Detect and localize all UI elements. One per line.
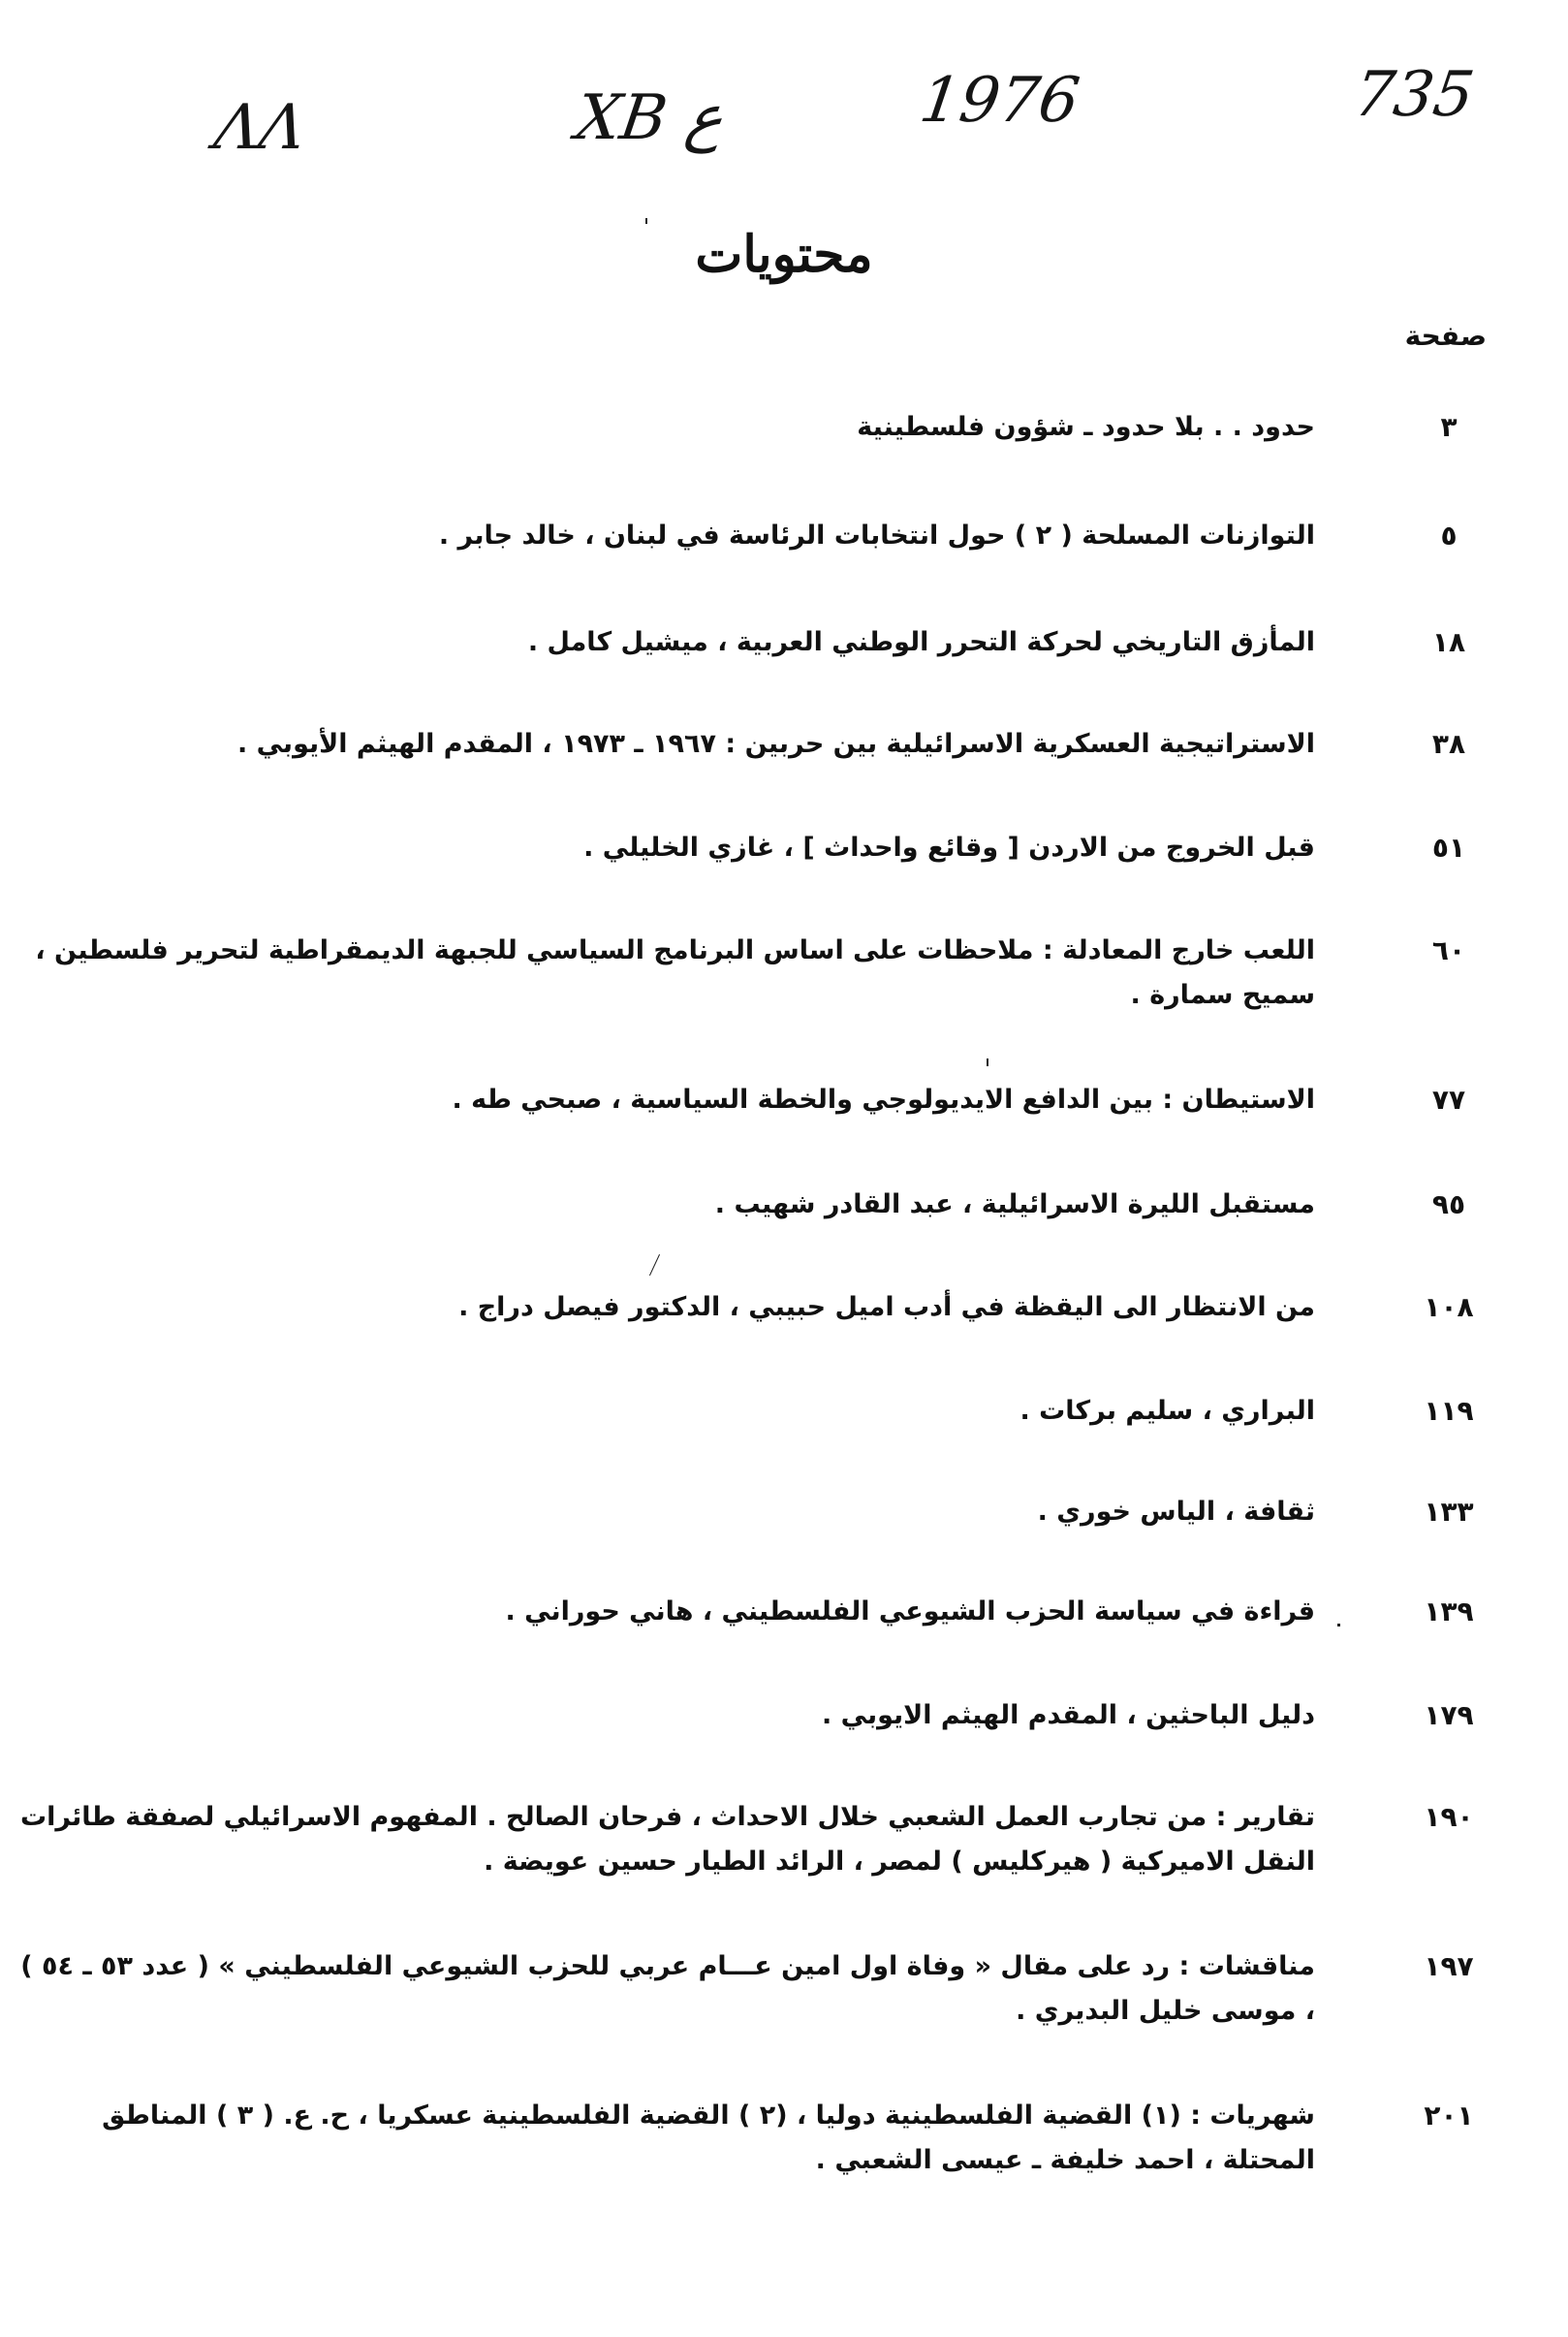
toc-entry-text: اللعب خارج المعادلة : ملاحظات على اساس البرنامج السياسي للجبهة الديمقراطية لتحرير فلسطين ، سميح سمارة . <box>35 935 1315 1010</box>
scan-speck <box>1337 1624 1340 1626</box>
toc-page-number: ١٣٩ <box>1424 1595 1474 1627</box>
toc-entry-text: دليل الباحثين ، المقدم الهيثم الايوبي . <box>821 1700 1315 1730</box>
toc-entry-text: الاستيطان : بين الدافع الايديولوجي والخطة السياسية ، صبحي طه . <box>452 1085 1315 1115</box>
toc-page-number: ٧٧ <box>1431 1084 1466 1116</box>
toc-page-number: ١٨ <box>1431 626 1466 658</box>
toc-page-number: ٣٨ <box>1431 728 1466 760</box>
toc-page-number: ٦٠ <box>1431 934 1466 966</box>
toc-page-number: ١٣٣ <box>1424 1496 1474 1528</box>
page-column-label: صفحة <box>1404 320 1487 352</box>
scan-speck <box>645 218 647 224</box>
handwritten-note-2: ΧΒ ع <box>571 82 729 154</box>
toc-page-number: ١٠٨ <box>1424 1291 1474 1323</box>
toc-entry-text: التوازنات المسلحة ( ٢ ) حول انتخابات الرئاسة في لبنان ، خالد جابر . <box>438 521 1315 551</box>
toc-page-number: ١٧٩ <box>1424 1699 1474 1731</box>
toc-entry-text: قراءة في سياسة الحزب الشيوعي الفلسطيني ، هاني حوراني . <box>505 1596 1315 1626</box>
toc-entry-text: شهريات : (١) القضية الفلسطينية دوليا ، (٢ ) القضية الفلسطينية عسكريا ، ح. ع. ( ٣ ) المناطق المحتلة ، احمد خليفة ـ عيسى الشعبي . <box>102 2100 1315 2175</box>
handwritten-note-1: ΛΛ <box>209 92 310 164</box>
toc-page-number: ٥١ <box>1431 832 1466 864</box>
toc-page-number: ١٩٧ <box>1424 1950 1474 1982</box>
toc-entry-text: من الانتظار الى اليقظة في أدب اميل حبيبي ، الدكتور فيصل دراج . <box>458 1292 1315 1322</box>
toc-entry-text: تقارير : من تجارب العمل الشعبي خلال الاحداث ، فرحان الصالح . المفهوم الاسرائيلي لصفقة طائرات النقل الاميركية ( هيركليس ) لمصر ، الرائد الطيار حسين عويضة . <box>19 1802 1315 1877</box>
toc-page-number: ٩٥ <box>1431 1188 1466 1220</box>
toc-page-number: ٥ <box>1440 520 1458 552</box>
toc-page-number: ١١٩ <box>1424 1395 1474 1427</box>
handwritten-note-number: 735 <box>1349 59 1479 131</box>
toc-entry-text: الاستراتيجية العسكرية الاسرائيلية بين حربين : ١٩٦٧ ـ ١٩٧٣ ، المقدم الهيثم الأيوبي . <box>236 729 1315 759</box>
toc-page-number: ١٩٠ <box>1424 1801 1474 1833</box>
handwritten-note-year: 1976 <box>915 65 1084 137</box>
scan-speck <box>649 1254 660 1276</box>
toc-entry-text: مستقبل الليرة الاسرائيلية ، عبد القادر شهيب . <box>714 1189 1315 1219</box>
toc-entry-text: حدود . . بلا حدود ـ شؤون فلسطينية <box>857 412 1315 442</box>
page-title: محتويات <box>695 225 873 284</box>
toc-entry-text: ثقافة ، الياس خوري . <box>1037 1497 1315 1527</box>
toc-entry-text: المأزق التاريخي لحركة التحرر الوطني العربية ، ميشيل كامل . <box>527 627 1315 657</box>
toc-entry-text: قبل الخروج من الاردن [ وقائع واحداث ] ، غازي الخليلي . <box>583 833 1315 863</box>
toc-page-number: ٣ <box>1440 411 1458 443</box>
toc-entry-text: البراري ، سليم بركات . <box>1019 1396 1315 1426</box>
toc-page-number: ٢٠١ <box>1424 2100 1474 2132</box>
scan-speck <box>987 1058 988 1066</box>
toc-entry-text: مناقشات : رد على مقال « وفاة اول امين عـــام عربي للحزب الشيوعي الفلسطيني » ( عدد ٥٣ ـ ٥٤ ) ، موسى خليل البديري . <box>20 1951 1315 2026</box>
